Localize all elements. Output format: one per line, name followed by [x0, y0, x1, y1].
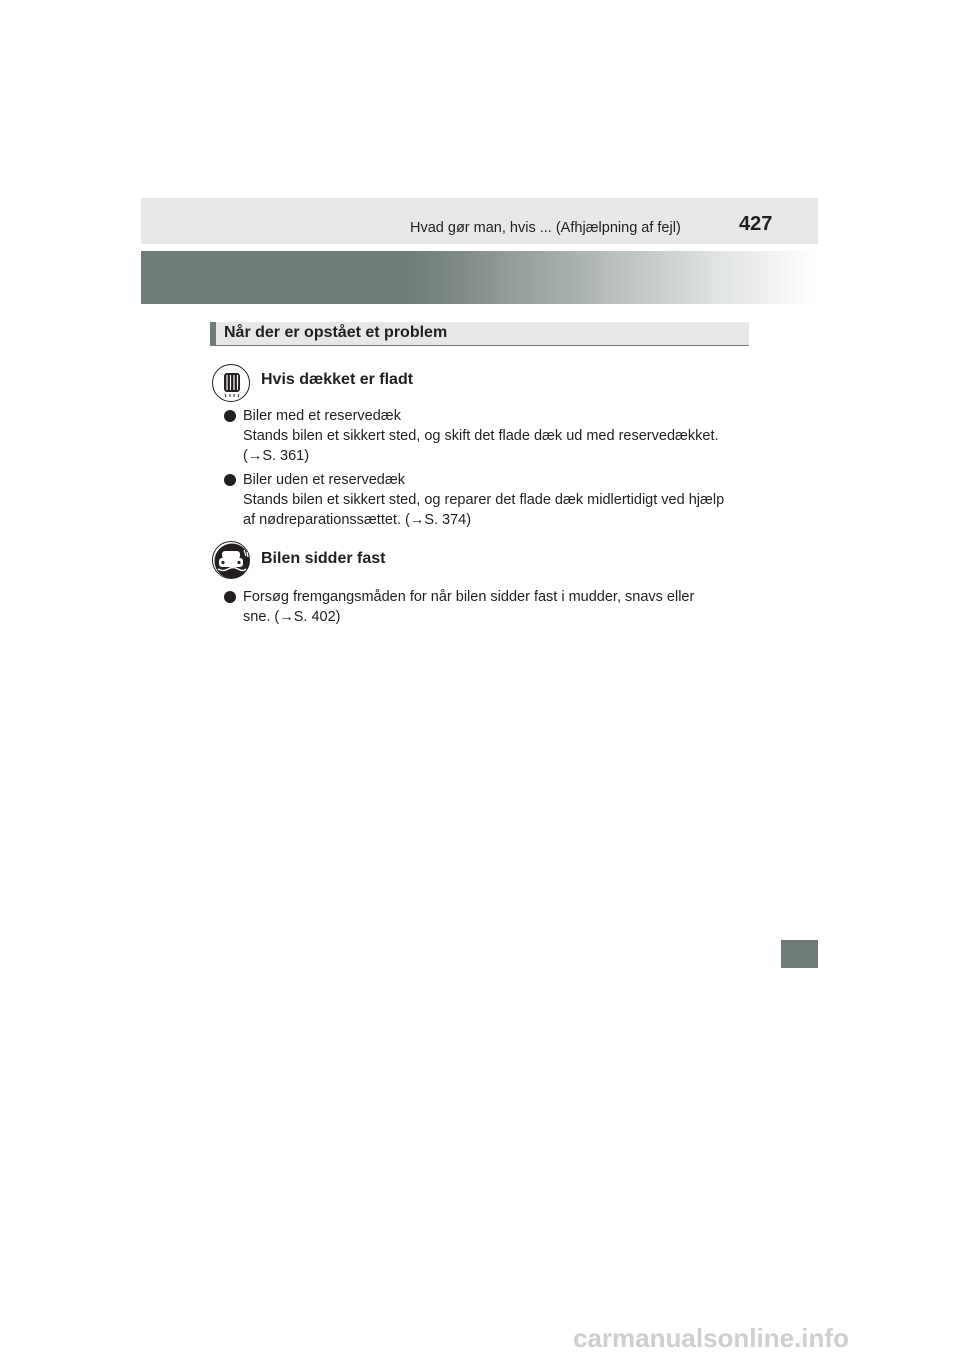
list-item: [243, 587, 746, 627]
bullet: [224, 591, 236, 603]
page-number: 427: [739, 213, 773, 235]
section-heading: [210, 322, 749, 346]
chapter-band: [141, 251, 818, 304]
topic-title-stuck: Bilen sidder fast: [261, 550, 386, 567]
item-text: Forsøg fremgangsmåden for når bilen sidder fast i mudder, snavs eller: [243, 589, 695, 605]
item-reference: sne. (→S. 402): [243, 609, 341, 625]
stuck-vehicle-icon: [212, 541, 250, 579]
section-heading-text: Når der er opstået et problem: [224, 324, 448, 341]
item-label: Biler uden et reservedæk: [243, 472, 405, 488]
bullet: [224, 474, 236, 486]
watermark: carmanualsonline.info: [573, 1323, 849, 1353]
item-text: Stands bilen et sikkert sted, og skift det flade dæk ud med reservedækket.: [243, 428, 719, 444]
item-reference: (→S. 361): [243, 448, 310, 464]
header-title: Hvad gør man, hvis ... (Afhjælpning af fejl): [410, 220, 681, 236]
topic-title-flat-tire: Hvis dækket er fladt: [261, 371, 414, 388]
item-label: Biler med et reservedæk: [243, 408, 401, 424]
chapter-thumb-tab: [781, 940, 818, 968]
item-reference: af nødreparationssættet. (→S. 374): [243, 512, 472, 528]
bullet: [224, 410, 236, 422]
item-text: Stands bilen et sikkert sted, og reparer det flade dæk midlertidigt ved hjælp: [243, 492, 725, 508]
flat-tire-icon: [212, 364, 250, 402]
list-item: [243, 470, 753, 530]
list-item: [243, 406, 753, 466]
